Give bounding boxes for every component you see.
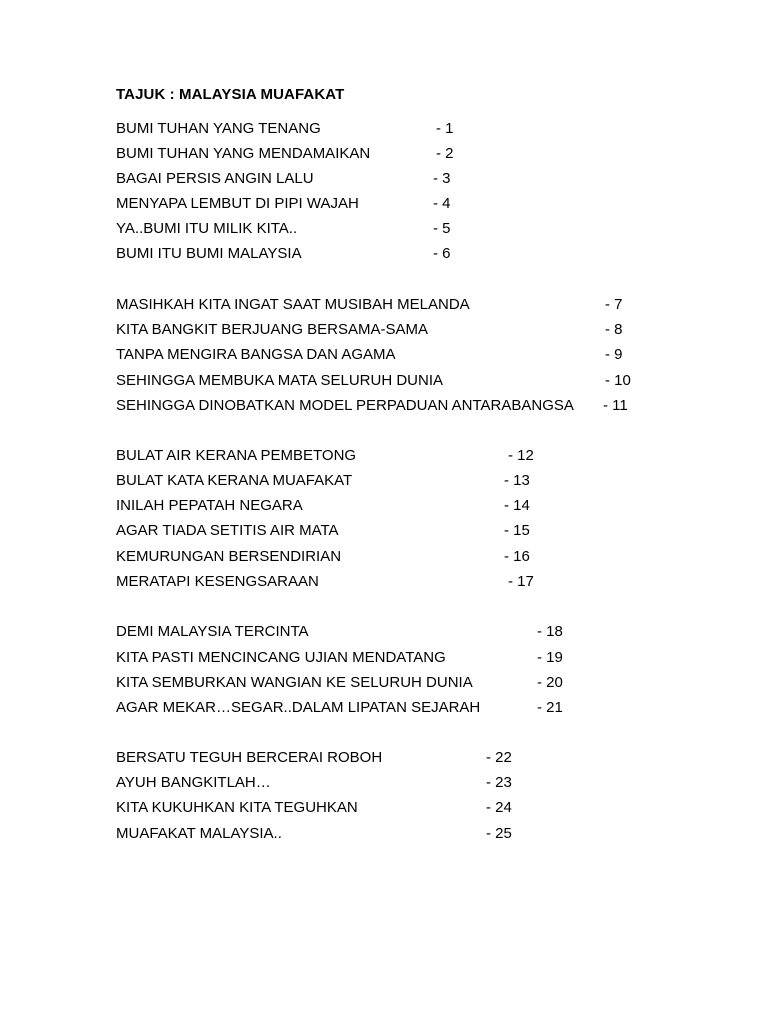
- line-number: - 2: [436, 145, 454, 162]
- line-number: - 18: [537, 623, 563, 640]
- line-number: - 19: [537, 649, 563, 666]
- line-number: - 21: [537, 699, 563, 716]
- line-text: MERATAPI KESENGSARAAN: [116, 573, 319, 590]
- line-number: - 24: [486, 799, 512, 816]
- line-text: BUMI TUHAN YANG TENANG: [116, 120, 321, 137]
- line-number: - 13: [504, 472, 530, 489]
- line-number: - 4: [433, 195, 451, 212]
- line-text: MUAFAKAT MALAYSIA..: [116, 825, 282, 842]
- line-number: - 6: [433, 245, 451, 262]
- line-text: BERSATU TEGUH BERCERAI ROBOH: [116, 749, 383, 766]
- line-number: - 16: [504, 548, 530, 565]
- line-number: - 25: [486, 825, 512, 842]
- page-title: TAJUK : MALAYSIA MUAFAKAT: [116, 86, 345, 103]
- line-text: BULAT AIR KERANA PEMBETONG: [116, 447, 357, 464]
- line-number: - 8: [605, 321, 623, 338]
- line-text: BAGAI PERSIS ANGIN LALU: [116, 170, 314, 187]
- line-number: - 11: [603, 397, 628, 414]
- line-text: DEMI MALAYSIA TERCINTA: [116, 623, 309, 640]
- line-number: - 9: [605, 346, 623, 363]
- line-text: KITA BANGKIT BERJUANG BERSAMA-SAMA: [116, 321, 429, 338]
- line-text: SEHINGGA DINOBATKAN MODEL PERPADUAN ANTARABANGSA: [116, 397, 574, 414]
- line-text: AGAR TIADA SETITIS AIR MATA: [116, 522, 339, 539]
- line-text: KITA KUKUHKAN KITA TEGUHKAN: [116, 799, 358, 816]
- line-number: - 23: [486, 774, 512, 791]
- line-number: - 12: [508, 447, 534, 464]
- line-number: - 1: [436, 120, 454, 137]
- line-number: - 15: [504, 522, 530, 539]
- line-number: - 14: [504, 497, 530, 514]
- line-number: - 7: [605, 296, 623, 313]
- line-text: AYUH BANGKITLAH…: [116, 774, 271, 791]
- line-text: SEHINGGA MEMBUKA MATA SELURUH DUNIA: [116, 372, 444, 389]
- line-text: INILAH PEPATAH NEGARA: [116, 497, 303, 514]
- line-text: BUMI ITU BUMI MALAYSIA: [116, 245, 302, 262]
- line-text: AGAR MEKAR…SEGAR..DALAM LIPATAN SEJARAH: [116, 699, 481, 716]
- line-text: MENYAPA LEMBUT DI PIPI WAJAH: [116, 195, 359, 212]
- line-text: KEMURUNGAN BERSENDIRIAN: [116, 548, 342, 565]
- line-number: - 20: [537, 674, 563, 691]
- line-text: BULAT KATA KERANA MUAFAKAT: [116, 472, 353, 489]
- line-number: - 17: [508, 573, 534, 590]
- line-text: KITA PASTI MENCINCANG UJIAN MENDATANG: [116, 649, 446, 666]
- line-text: TANPA MENGIRA BANGSA DAN AGAMA: [116, 346, 396, 363]
- line-text: BUMI TUHAN YANG MENDAMAIKAN: [116, 145, 371, 162]
- line-text: YA..BUMI ITU MILIK KITA..: [116, 220, 298, 237]
- line-number: - 5: [433, 220, 451, 237]
- line-number: - 10: [605, 372, 631, 389]
- line-number: - 3: [433, 170, 451, 187]
- line-text: KITA SEMBURKAN WANGIAN KE SELURUH DUNIA: [116, 674, 473, 691]
- line-text: MASIHKAH KITA INGAT SAAT MUSIBAH MELANDA: [116, 296, 470, 313]
- line-number: - 22: [486, 749, 512, 766]
